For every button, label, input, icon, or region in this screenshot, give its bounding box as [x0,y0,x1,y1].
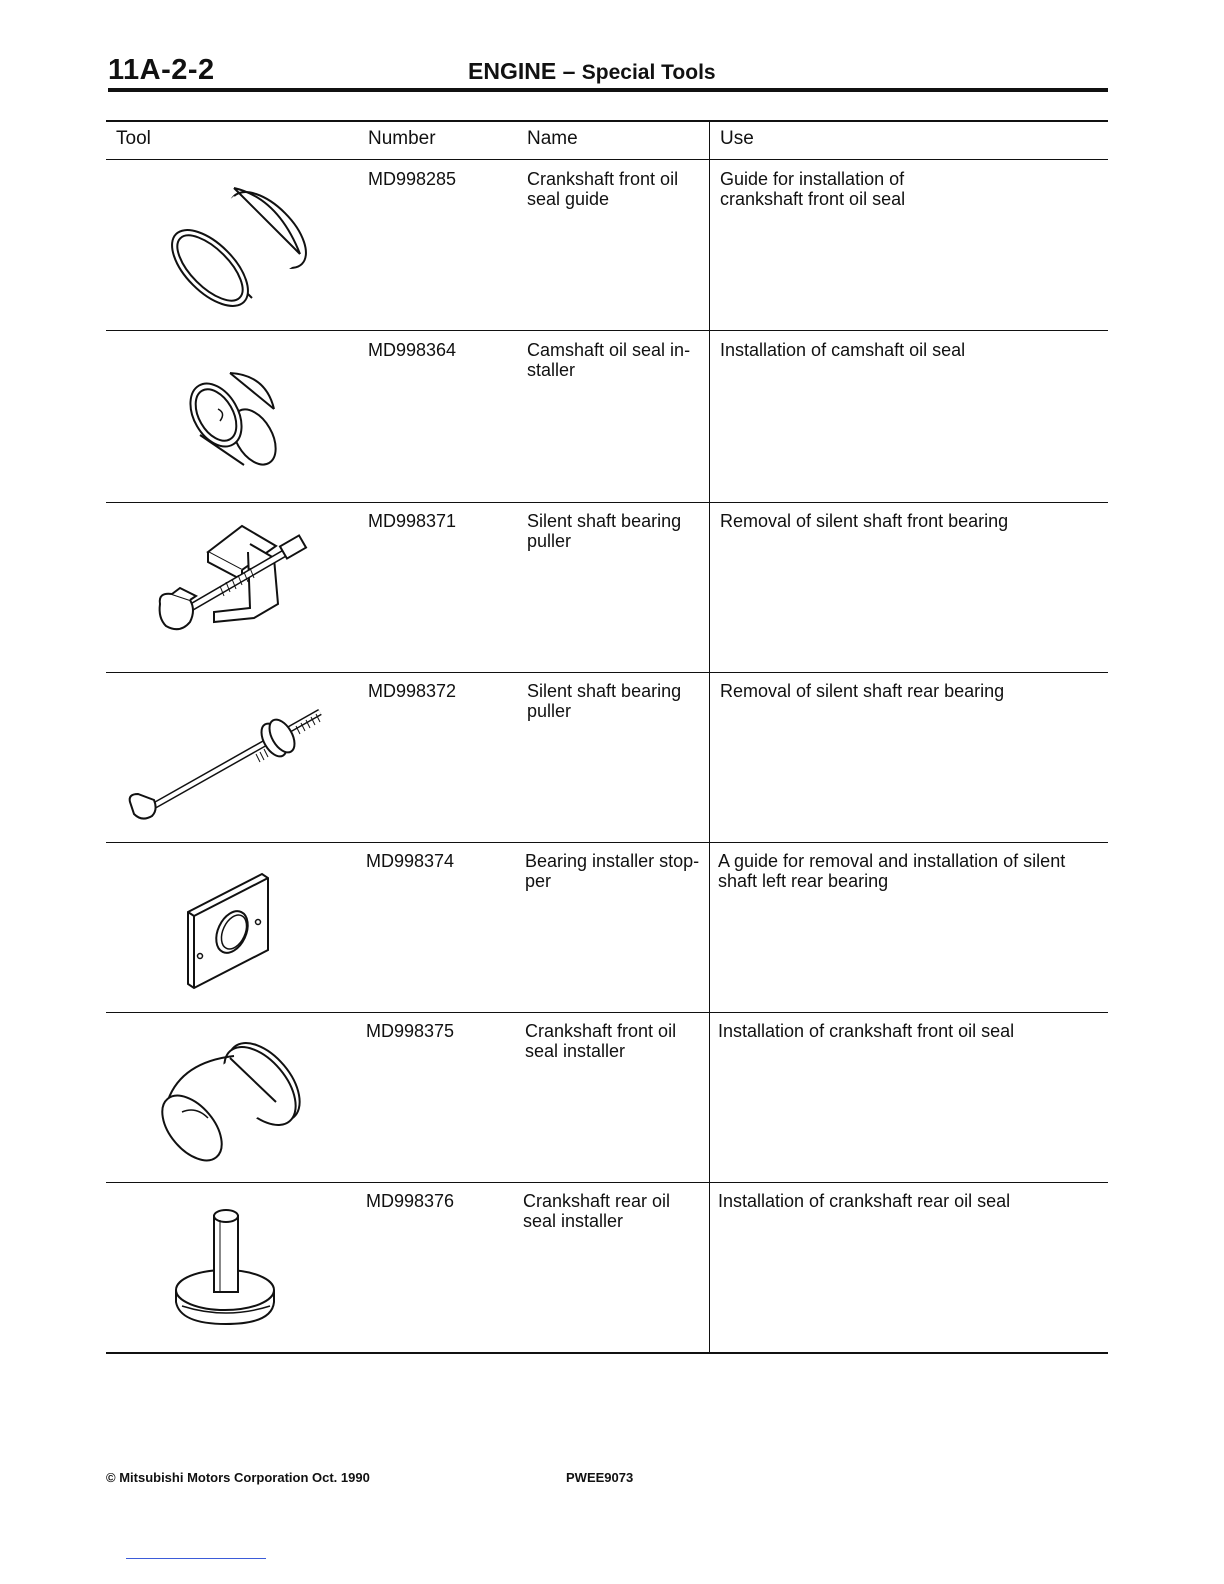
column-divider [709,120,710,1353]
row-3-name: Silent shaft bearing puller [527,681,682,721]
row-5-number: MD998375 [366,1021,455,1041]
row-1-number: MD998364 [368,340,457,360]
row-0-bottom-rule [106,330,1108,331]
blue-underline [126,1558,266,1559]
row-1-name: Camshaft oil seal in-staller [527,340,691,380]
row-6-name: Crankshaft rear oil seal installer [523,1191,671,1231]
stopper-plate-icon [184,870,276,990]
col-header-use: Use [720,128,754,149]
page-header [108,52,1108,90]
seal-guide-icon [168,178,308,314]
row-5-name: Crankshaft front oil seal installer [525,1021,677,1061]
row-2-number: MD998371 [368,511,457,531]
bearing-puller-clamp-icon [150,522,312,644]
rear-seal-installer-icon [172,1206,282,1326]
row-0-use: Guide for installation of crankshaft front oil seal [720,169,906,209]
footer-code: PWEE9073 [566,1470,634,1485]
header-bottom-rule [106,159,1108,160]
row-1-use: Installation of camshaft oil seal [720,340,966,360]
col-header-number: Number [368,128,436,149]
col-header-name: Name [527,128,578,149]
row-0-number: MD998285 [368,169,457,189]
title-sub: Special Tools [581,61,716,84]
footer-copyright: © Mitsubishi Motors Corporation Oct. 1990 [106,1470,370,1485]
front-seal-installer-icon [152,1032,302,1164]
row-4-use: A guide for removal and installation of silent shaft left rear bearing [718,851,1066,891]
row-2-use: Removal of silent shaft front bearing [720,511,1009,531]
row-0-name: Crankshaft front oil seal guide [527,169,679,209]
camshaft-seal-installer-icon [186,365,286,469]
row-2-name: Silent shaft bearing puller [527,511,682,551]
row-4-name: Bearing installer stop-per [525,851,700,891]
row-6-number: MD998376 [366,1191,455,1211]
row-1-bottom-rule [106,502,1108,503]
page-title [468,58,716,85]
header-rule [108,88,1108,92]
title-main: ENGINE [468,58,557,84]
table-top-rule [106,120,1108,122]
row-3-number: MD998372 [368,681,457,701]
title-separator: – [556,58,582,84]
bearing-puller-rod-icon [124,696,334,822]
row-4-number: MD998374 [366,851,455,871]
col-header-tool: Tool [116,128,151,149]
page-number: 11A-2-2 [108,54,215,86]
row-2-bottom-rule [106,672,1108,673]
row-5-use: Installation of crankshaft front oil seal [718,1021,1015,1041]
row-6-use: Installation of crankshaft rear oil seal [718,1191,1011,1211]
row-3-use: Removal of silent shaft rear bearing [720,681,1005,701]
table-bottom-rule [106,1352,1108,1354]
row-5-bottom-rule [106,1182,1108,1183]
row-3-bottom-rule [106,842,1108,843]
row-4-bottom-rule [106,1012,1108,1013]
